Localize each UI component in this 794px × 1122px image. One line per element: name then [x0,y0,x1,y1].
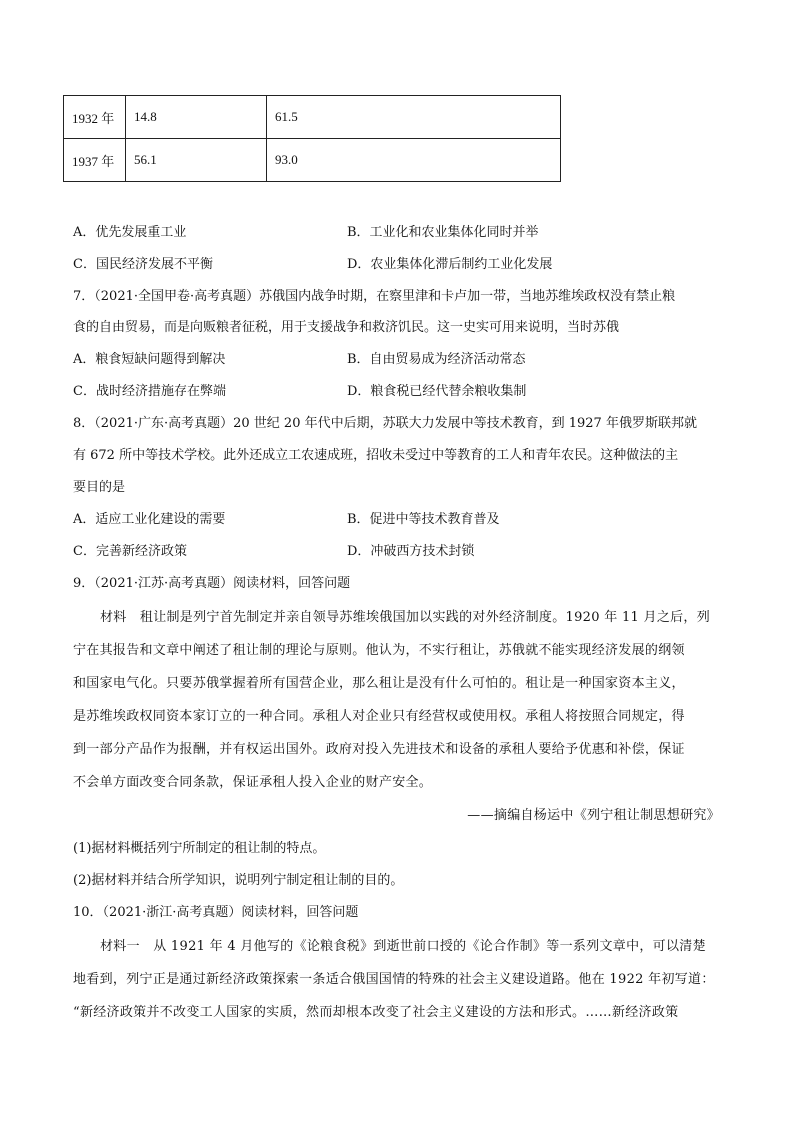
q8-stem-line: 有 672 所中等技术学校。此外还成立工农速成班，招收未受过中等教育的工人和青年农民。这种做法的主 [73,448,679,463]
q7-stem-line: 7．（2021·全国甲卷·高考真题）苏俄国内战争时期，在察里津和卡卢加一带，当地苏维埃政权没有禁止粮 [73,289,676,304]
q7-option-c: C．战时经济措施存在弊端 [73,384,226,399]
q8-option-a: A．适应工业化建设的需要 [73,512,226,527]
q9-material-line: 材料 租让制是列宁首先制定并亲自领导苏维埃俄国加以实践的对外经济制度。1920 年 11 月之后，列 [100,610,711,625]
q8-option-c: C．完善新经济政策 [73,544,187,559]
q7-stem-line: 食的自由贸易，而是向贩粮者征税，用于支援战争和救济饥民。这一史实可用来说明，当时苏俄 [73,320,620,335]
table-cell: 61.5 [267,96,561,139]
q6-option-a: A．优先发展重工业 [73,225,187,240]
table-cell: 14.8 [126,96,267,139]
data-table [63,95,561,182]
q7-option-b: B．自由贸易成为经济活动常态 [347,352,526,367]
q6-option-d: D．农业集体化滞后制约工业化发展 [347,257,553,272]
q10-title: 10．（2021·浙江·高考真题）阅读材料，回答问题 [73,905,359,920]
table-cell: 1932 年 [64,96,126,139]
table-row [64,96,561,139]
q10-material-line: “新经济政策并不改变工人国家的实质，然而却根本改变了社会主义建设的方法和形式。……新经济政策 [73,1005,679,1020]
q9-material-line: 到一部分产品作为报酬，并有权运出国外。政府对投入先进技术和设备的承租人要给予优惠和补偿，保证 [73,742,685,757]
q8-stem-line: 要目的是 [73,480,126,495]
table-cell: 1937 年 [64,139,126,182]
q8-option-b: B．促进中等技术教育普及 [347,512,500,527]
q8-stem-line: 8．（2021·广东·高考真题）20 世纪 20 年代中后期，苏联大力发展中等技术教育，到 1927 年俄罗斯联邦就 [73,416,697,431]
q6-option-c: C．国民经济发展不平衡 [73,257,213,272]
q6-option-b: B．工业化和农业集体化同时并举 [347,225,539,240]
q10-material-line: 地看到，列宁正是通过新经济政策探索一条适合俄国国情的特殊的社会主义建设道路。他在 1922 年初写道： [73,972,715,987]
table-row [64,139,561,182]
q9-subquestion: (2)据材料并结合所学知识，说明列宁制定租让制的目的。 [73,873,404,888]
q8-option-d: D．冲破西方技术封锁 [347,544,475,559]
q9-subquestion: (1)据材料概括列宁所制定的租让制的特点。 [73,841,326,856]
q9-material-line: 是苏维埃政权同资本家订立的一种合同。承租人对企业只有经营权或使用权。承租人将按照合同规定，得 [73,709,685,724]
table-cell: 93.0 [267,139,561,182]
q10-material-line: 材料一 从 1921 年 4 月他写的《论粮食税》到逝世前口授的《论合作制》等一系列文章中，可以清楚 [100,939,706,954]
q9-material-line: 宁在其报告和文章中阐述了租让制的理论与原则。他认为，不实行租让，苏俄就不能实现经济发展的纲领 [73,643,685,658]
q7-option-d: D．粮食税已经代替余粮收集制 [347,384,527,399]
q7-option-a: A．粮食短缺问题得到解决 [73,352,226,367]
q9-material-line: 和国家电气化。只要苏俄掌握着所有国营企业，那么租让是没有什么可怕的。租让是一种国家资本主义， [73,676,685,691]
table-cell: 56.1 [126,139,267,182]
q9-source: ——摘编自杨运中《列宁租让制思想研究》 [467,808,720,823]
q9-title: 9．（2021·江苏·高考真题）阅读材料，回答问题 [73,576,351,591]
q9-material-line: 不会单方面改变合同条款，保证承租人投入企业的财产安全。 [73,775,433,790]
